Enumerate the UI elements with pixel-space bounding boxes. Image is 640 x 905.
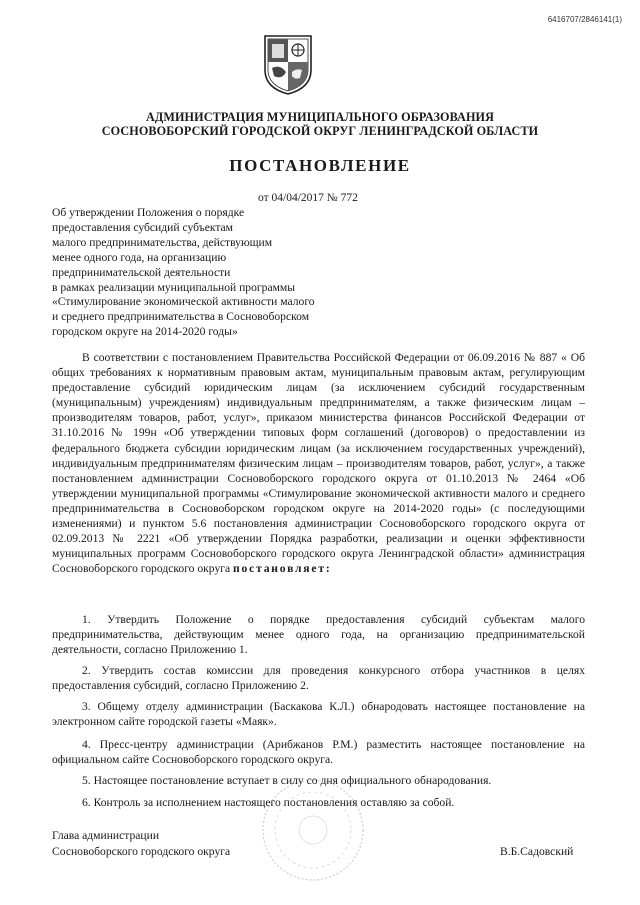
signatory-name: В.Б.Садовский [500,845,574,858]
subject-line: и среднего предпринимательства в Сосновоборском [52,310,310,324]
decision-item-6: 6. Контроль за исполнением настоящего постановления оставляю за собой. [82,796,455,809]
subject-line: «Стимулирование экономической активности малого [52,295,315,309]
subject-line: малого предпринимательства, действующим [52,235,273,249]
subject-line: городском округе на 2014-2020 годы» [52,325,238,339]
document-title: ПОСТАНОВЛЕНИЕ [229,156,411,175]
document-date-number: от 04/04/2017 № 772 [258,192,358,204]
decision-item-3: 3. Общему отделу администрации (Баскакова К.Л.) обнародовать настоящее постановление на электронном сайте городской газеты «Маяк». [52,700,585,729]
signatory-position-line2: Сосновоборского городского округа [52,845,231,858]
document-subject [52,206,382,340]
decision-item-1: 1. Утвердить Положение о порядке предоставления субсидий субъектам малого предпринимательства, действующим менее одного года, на организацию предпринимательской деятельности, согласно Приложению 1. [52,613,585,657]
subject-line: предпринимательской деятельности [52,265,231,279]
preamble-text: В соответствии с постановлением Правительства Российской Федерации от 06.09.2016 № 887 « Об общих требованиях к нормативным правовым актам, муниципальным правовым актам, регулирующим предоставление субсидий юридическим лицам (за исключением субсидий государственным (муниципальным) учреждениям) индивидуальным предпринимателям, а также физическим лицам – производителям товаров, работ, услуг», приказом министерства финансов Российской Федерации от 31.10.2016 № 199н «Об утверждении типовых форм соглашений (договоров) о предоставлении из федерального бюджета субсидии юридическим лицам (за исключением государственных учреждений), индивидуальным предпринимателям физическим лицам – производителям товаров, работ, услуг», а также постановлением администрации Сосновоборского городского округа от 01.10.2013 № 2464 «Об утверждении муниципальной программы «Стимулирование экономической активности малого и среднего предпринимательства в Сосновоборском городском округе на 2014-2020 годы» (с последующими изменениями) и пунктом 5.6 постановления администрации Сосновоборского городского округа от 02.09.2013 № 2221 «Об утверждении Порядка разработки, реализации и оценки эффективности муниципальных программ Сосновоборского городского округа Ленинградской области» администрация Сосновоборского городского округа [52,351,585,576]
coat-of-arms-icon [262,32,314,96]
official-seal-icon [258,775,368,885]
organization-name-line2: СОСНОВОБОРСКИЙ ГОРОДСКОЙ ОКРУГ ЛЕНИНГРАДСКОЙ ОБЛАСТИ [101,124,539,138]
subject-line: менее одного года, на организацию [52,250,227,264]
preamble-paragraph [52,350,585,576]
organization-name-line1: АДМИНИСТРАЦИЯ МУНИЦИПАЛЬНОГО ОБРАЗОВАНИЯ [145,110,495,124]
subject-line: Об утверждении Положения о порядке [52,206,245,219]
decree-word: постановляет: [233,562,332,576]
signatory-position-line1: Глава администрации [52,829,160,842]
decision-item-4: 4. Пресс-центру администрации (Арибжанов Р.М.) разместить настоящее постановление на официальном сайте Сосновоборского городского округа. [52,738,585,767]
signatory-position [52,828,230,860]
decision-item-5: 5. Настоящее постановление вступает в силу со дня официального обнародования. [82,774,492,787]
subject-line: предоставления субсидий субъектам [52,220,234,234]
subject-line: в рамках реализации муниципальной программы [52,280,296,294]
decision-item-2: 2. Утвердить состав комиссии для проведения конкурсного отбора участников в целях предоставления субсидий, согласно Приложению 2. [52,664,585,693]
document-id: 6416707/2846141(1) [547,15,622,24]
